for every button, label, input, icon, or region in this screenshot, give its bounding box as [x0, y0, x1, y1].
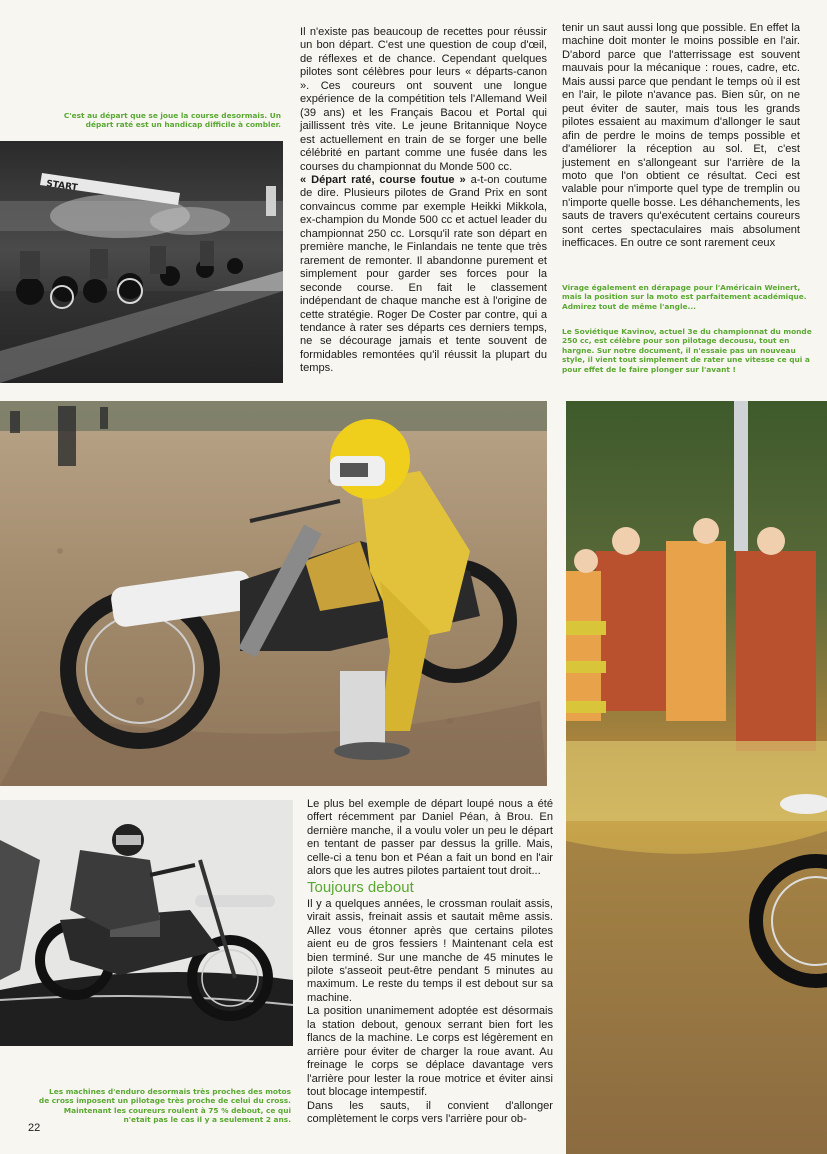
start-banner-text: START	[45, 179, 79, 194]
column-2	[562, 22, 800, 251]
column1-lead-quote: « Départ raté, course foutue »	[300, 173, 466, 186]
column1-paragraph-1: Il n'existe pas beaucoup de recettes pour réussir un bon départ. C'est une question de coup d'œil, de réflexes et de chance. Cependant quelques pilotes sont célèbres pour leurs « départs-canon ». Ces coureurs ont souvent une longue expérience de la compétition tels l'Allemand Weil (39 ans) et les Français Bacou et Portal qui jaillissent très vite. Le jeune Britannique Noyce est actuellement en train de se forger une belle célébrité en partant comme une fusée dans les courses du championnat du Monde 500 cc.	[300, 26, 547, 173]
photo-yellow-rider	[0, 401, 547, 786]
column1-paragraph-2-text: a-t-on coutume de dire. Plusieurs pilotes de Grand Prix en sont convaincus comme par exemple Heikki Mikkola, ex-champion du Monde 500 cc et actuel leader du championnat 250 cc. Lorsqu'il rate son départ en première manche, le Finlandais ne tente que très rarement de remonter. Il abandonne purement et simplement pour garder ses forces pour la seconde course. En fait le classement indépendant de chaque manche est à l'origine de cette stratégie. Roger De Coster par contre, qui a tendance à rater ses départs ces derniers temps, ne se décourage jamais et tente souvent de formidables remontées qu'il réussit la plupart du temps.	[300, 173, 547, 375]
subhead-toujours-debout: Toujours debout	[307, 878, 414, 896]
caption-start: C'est au départ que se joue la course desormais. Un départ raté est un handicap difficile à combler.	[63, 111, 281, 130]
page-number: 22	[28, 1122, 41, 1134]
photo-enduro-rider	[0, 800, 293, 1046]
column3-paragraph-3: La position unanimement adoptée est désormais la station debout, genoux serrant bien fort les flancs de la machine. Le corps est légèrement en arrière pour éviter de charger la roue avant. Au freinage le corps se déplace davantage vers l'arrière pour lester la roue motrice et éviter ainsi tout blocage intempestif.	[307, 1005, 553, 1099]
caption-kavinov: Le Soviétique Kavinov, actuel 3e du championnat du monde 250 cc, est célèbre pour son pilotage decousu, tout en hargne. Sur notre document, il n'essaie pas un nouveau style, il vient tout simplement de rater une vitesse ce qui a pour effet de le faire plonger sur l'avant !	[562, 327, 812, 374]
column3-paragraph-4: Dans les sauts, il convient d'allonger complètement le corps vers l'arrière pour ob-	[307, 1099, 553, 1125]
column-3	[307, 798, 553, 1126]
column3-paragraph-1: Le plus bel exemple de départ loupé nous a été offert récemment par Daniel Péan, à Brou. En dernière manche, il a voulu voler un peu le départ en tentant de passer par dessus la grille. Mais, celle-ci a tenu bon et Péan a fait un bond en l'air alors que les autres pilotes partaient tout droit...	[307, 798, 553, 878]
photo-start-gate	[0, 141, 283, 383]
column2-paragraph-1: tenir un saut aussi long que possible. En effet la machine doit monter le moins possible en l'air. D'abord parce que l'atterrissage est souvent mauvais pour la mécanique : roues, cadre, etc. Mais aussi parce que pendant le temps où il est en l'air, le pilote n'avance pas. Bien sûr, on ne peut éviter de sauter, mais tous les grands pilotes essaient au maximum d'allonger le saut afin de perdre le moins de temps possible et d'améliorer la réception au sol. Et, c'est justement en s'allongeant sur l'arrière de la moto que l'on obtient ce résultat. Ceci est valable pour n'importe quel type de tremplin ou n'importe quelle bosse. Les déhanchements, les sauts de travers qu'exécutent certains coureurs sont certes spectaculaires mais absolument inefficaces. En outre ce sont rarement ceux	[562, 22, 800, 250]
column1-paragraph-2	[300, 174, 547, 376]
caption-weinert: Virage également en dérapage pour l'Américain Weinert, mais la position sur la moto est parfaitement académique. Admirez tout de même l'angle...	[562, 283, 807, 311]
caption-enduro: Les machines d'enduro desormais très proches des motos de cross imposent un pilotage très proche de celui du cross. Maintenant les coureurs roulent à 75 % debout, ce qui n'etait pas le cas il y a seulement 2 ans.	[38, 1087, 291, 1125]
column3-paragraph-2: Il y a quelques années, le crossman roulait assis, virait assis, freinait assis et sautait même assis. Allez vous étonner après que certains pilotes aient eu de gros fessiers ! Maintenant cela est bien terminé. Sur une manche de 45 minutes le pilote s'asseoit peut-être pendant 5 minutes au maximum. Le reste du temps il est debout sur sa machine.	[307, 897, 553, 1004]
column-1	[300, 26, 547, 376]
photo-crowd-kavinov	[566, 401, 827, 1154]
